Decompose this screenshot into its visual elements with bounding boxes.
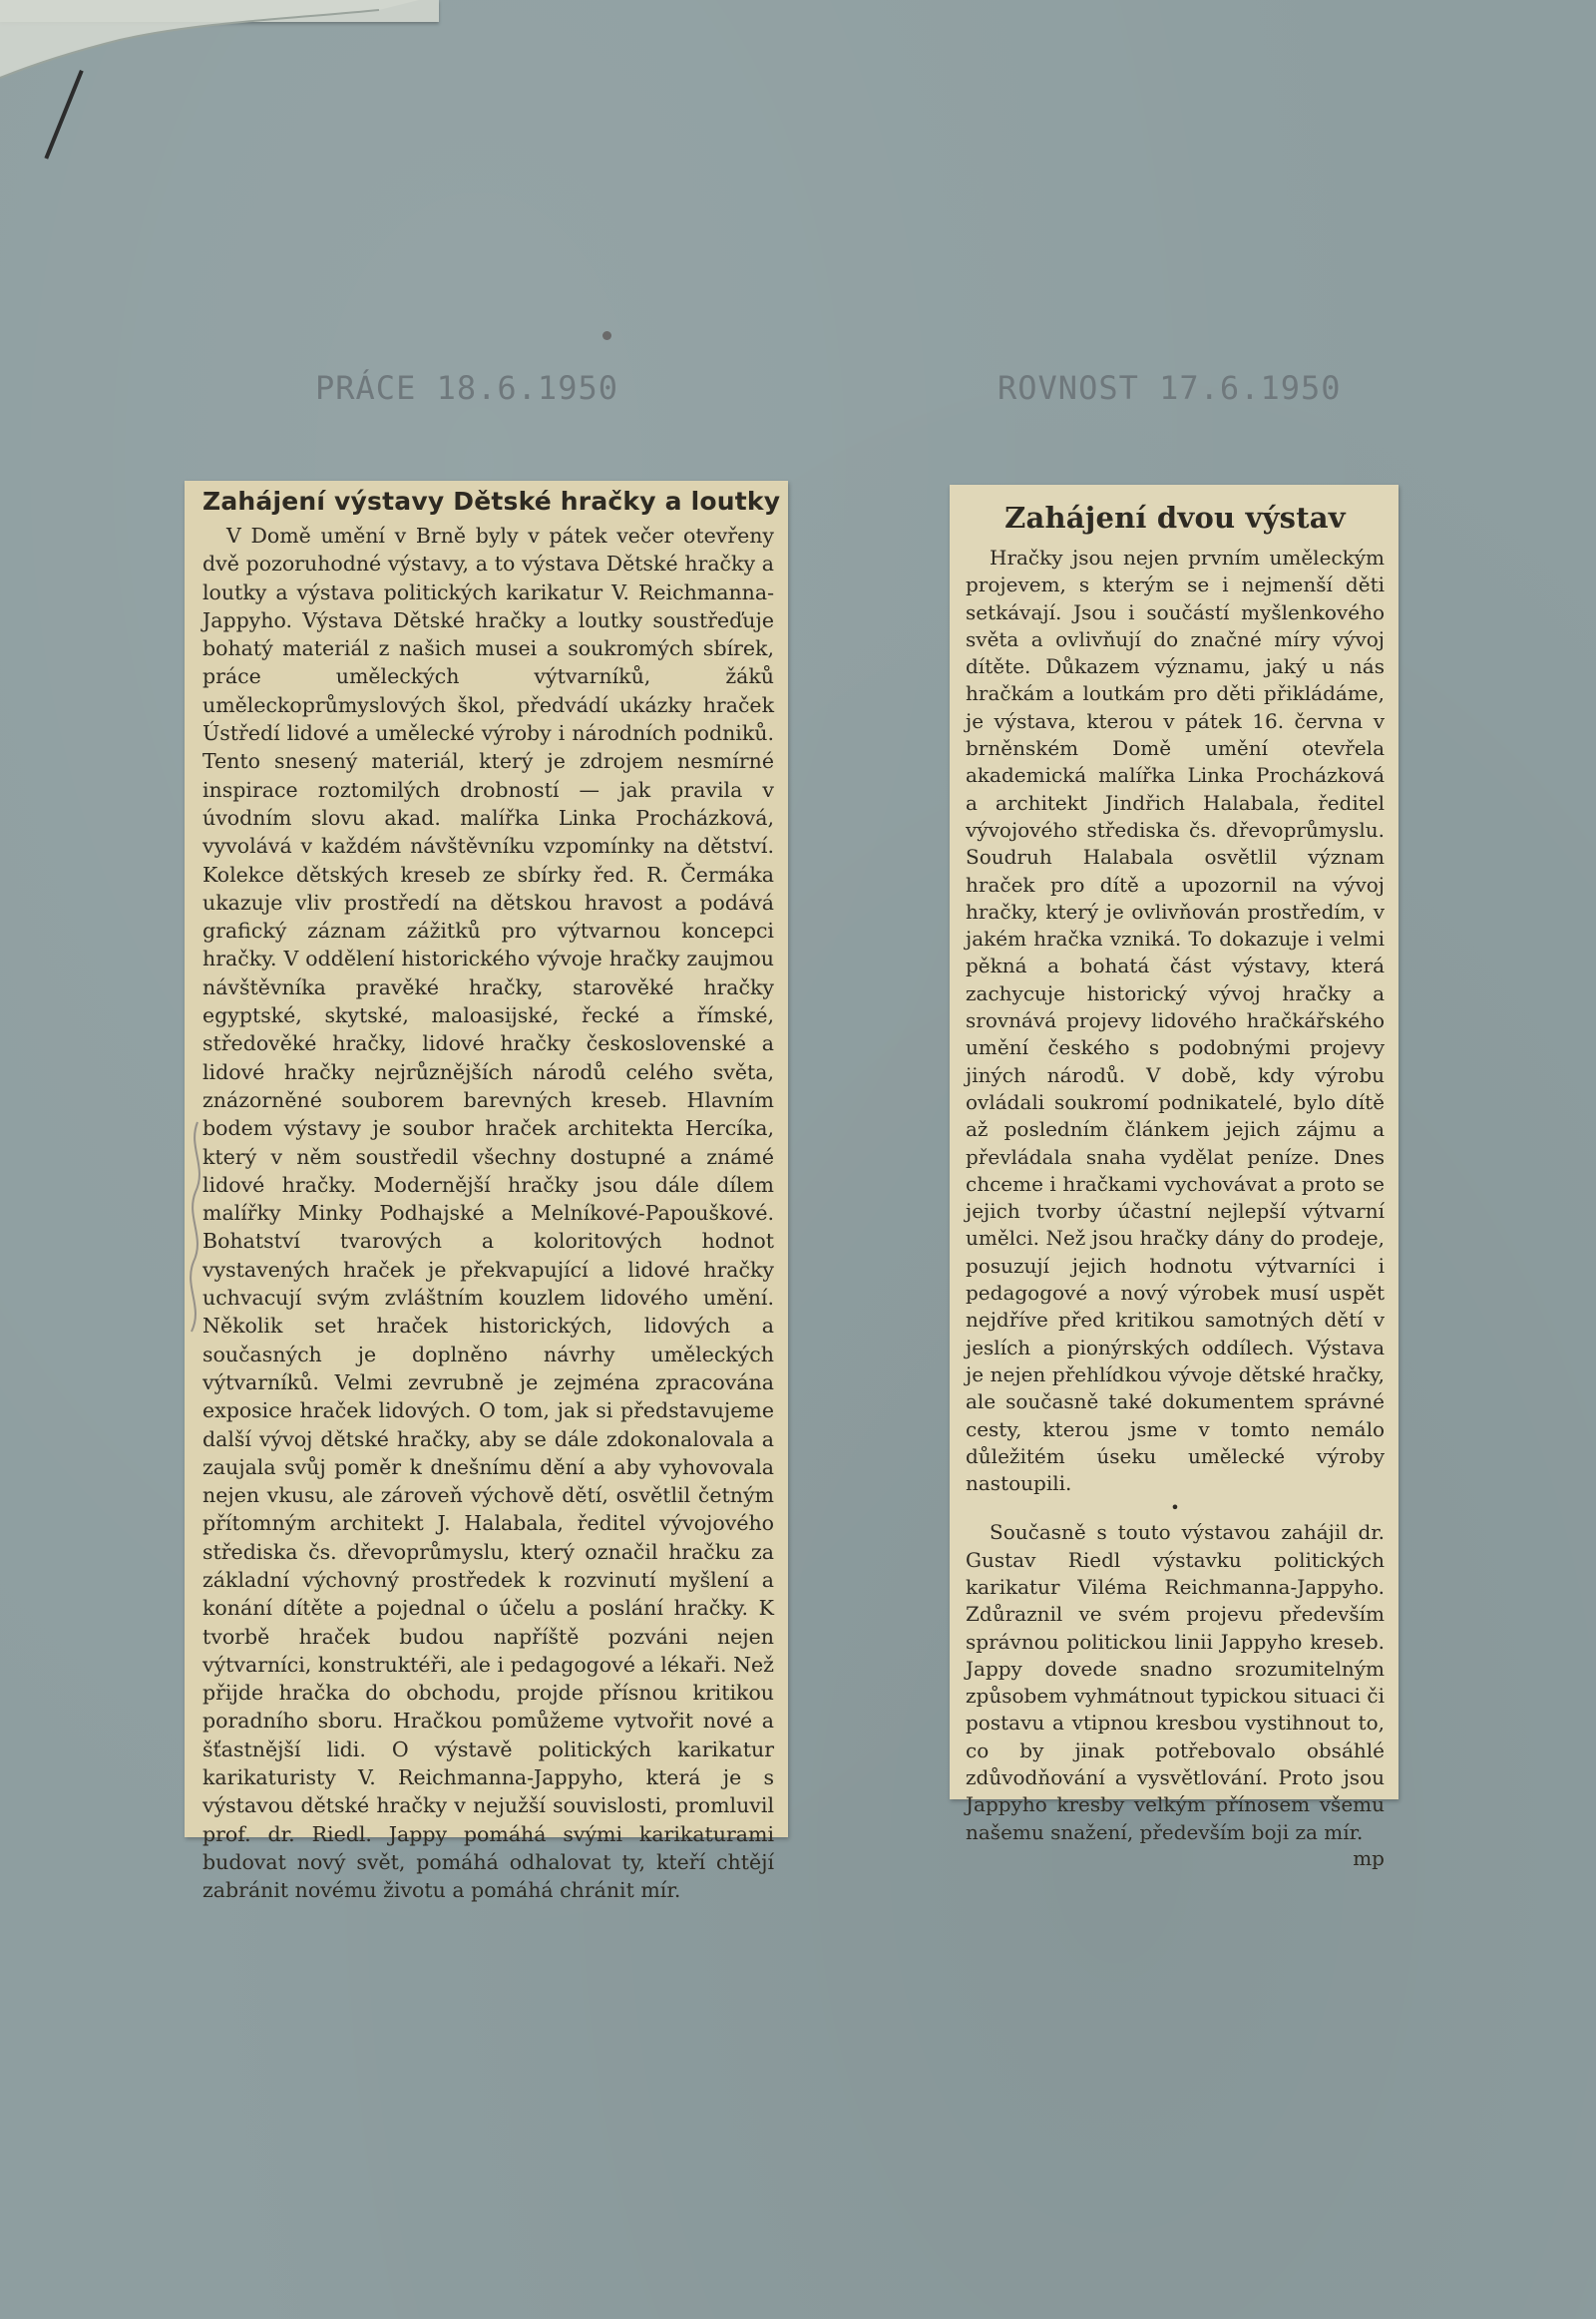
dot-mark bbox=[602, 331, 611, 340]
left-newspaper-clipping bbox=[185, 481, 788, 1903]
torn-paper-corner bbox=[0, 0, 419, 80]
article-separator: • bbox=[1170, 1498, 1180, 1518]
right-article-body-2: Současně s touto výstavou zahájil dr. Gustav Riedl výstavku politických karikatur Viléma Reichmanna-Jappyho. Zdůraznil ve svém projevu především správnou politickou linii Jappyho kreseb. Jappy dovede snadno srozumitelným způsobem vyhmátnout typickou situaci či postavu a vtipnou kresbou vystihnout to, co by jinak potřebovalo obsáhlé zdůvodňování a vysvětlování. Proto jsou Jappyho kresby velkým přínosem všemu našemu snažení, především boji za mír. bbox=[966, 1520, 1385, 1844]
right-newspaper-clipping bbox=[950, 485, 1398, 1870]
pencil-annotation bbox=[178, 1117, 217, 1337]
left-article-body: V Domě umění v Brně byly v pátek večer otevřeny dvě pozoruhodné výstavy, a to výstava Dětské hračky a loutky a výstava politických karikatur V. Reichmanna-Jappyho. Výstava Dětské hračky a loutky soustřeďuje bohatý materiál z našich musei a soukromých sbírek, práce uměleckých výtvarníků, žáků uměleckoprůmyslových škol, předvádí ukázky hraček Ústředí lidové a umělecké výroby i národních podniků. Tento snesený materiál, který je zdrojem nesmírné inspirace roztomilých drobností — jak pravila v úvodním slovu akad. malířka Linka Procházková, vyvolává v každém návštěvníku vzpomínky na dětství. Kolekce dětských kreseb ze sbírky řed. R. Čermáka ukazuje vliv prostředí na dětskou hravost a podává grafický záznam zážitků pro výtvarnou koncepci hračky. V oddělení historického vývoje hračky zaujmou návštěvníka pravěké hračky, starověké hračky egyptské, skytské, maloasijské, řecké a římské, středověké hračky, lidové hračky československé a lidové hračky nejrůznějších národů celého světa, znázorněné souborem barevných kreseb. Hlavním bodem výstavy je soubor hraček architekta Hercíka, který v něm soustředil všechny dostupné a známé lidové hračky. Modernější hračky jsou dále dílem malířky Minky Podhajské a Melníkové-Papouškové. Bohatství tvarových a koloritových hodnot vystavených hraček je překvapující a lidové hračky uchvacují svým zvláštním kouzlem lidového umění. Několik set hraček historických, lidových a současných je doplněno návrhy uměleckých výtvarníků. Velmi zevrubně je zejména zpracována exposice hraček lidových. O tom, jak si představujeme další vývoj dětské hračky, aby se dále zdokonalovala a zaujala svůj poměr k dnešnímu dění a aby vyhovovala nejen vkusu, ale zároveň výchově dětí, osvětlil četným přítomným architekt J. Halabala, ředitel vývojového střediska čs. dřevoprůmyslu, který označil hračku za základní výchovný prostředek k rozvinutí myšlení a konání dítěte a pojednal o účelu a poslání hračky. K tvorbě hraček budou napříště pozváni nejen výtvarníci, konstruktéři, ale i pedagogové a lékaři. Než přijde hračka do obchodu, projde přísnou kritikou poradního sboru. Hračkou pomůžeme vytvořit nové a šťastnější lidi. O výstavě politických karikatur karikaturisty V. Reichmanna-Jappyho, která je s výstavou dětské hračky v nejužší souvislosti, promluvil prof. dr. Riedl. Jappy pomáhá svými karikaturami budovat nový svět, pomáhá odhalovat ty, kteří chtějí zabránit novému životu a pomáhá chránit mír. bbox=[202, 524, 774, 1903]
right-article-title: Zahájení dvou výstav bbox=[1004, 501, 1346, 535]
left-article-title: Zahájení výstavy Dětské hračky a loutky bbox=[202, 487, 781, 516]
left-source-label: PRÁCE 18.6.1950 bbox=[315, 369, 618, 407]
author-signature: mp bbox=[1353, 1845, 1385, 1870]
right-article-body-1: Hračky jsou nejen prvním uměleckým projevem, s kterým se i nejmenší děti setkávají. Jsou i součástí myšlenkového světa a ovlivňují do značné míry vývoj dítěte. Důkazem významu, jaký u nás hračkám a loutkám pro děti přikládáme, je výstava, kterou v pátek 16. června v brněnském Domě umění otevřela akademická malířka Linka Procházková a architekt Jindřich Halabala, ředitel vývojového střediska čs. dřevoprůmyslu. Soudruh Halabala osvětlil význam hraček pro dítě a upozornil na vývoj hračky, který je ovlivňován prostředím, v jakém hračka vzniká. To dokazuje i velmi pěkná a bohatá část výstavy, která zachycuje historický vývoj hračky a srovnává projevy lidového hračkářského umění českého s podobnými projevy jiných národů. V době, kdy výrobu ovládali soukromí podnikatelé, bylo dítě až posledním článkem jejich zájmu a převládala snaha vydělat peníze. Dnes chceme i hračkami vychovávat a proto se jejich tvorby účastní nejlepší výtvarní umělci. Než jsou hračky dány do prodeje, posuzují jejich hodnotu výtvarníci i pedagogové a nový výrobek musí uspět nejdříve před kritikou samotných dětí v jeslích a pionýrských oddílech. Výstava je nejen přehlídkou vývoje dětské hračky, ale současně také dokumentem správné cesty, kterou jsme v tomto nemálo důležitém úseku umělecké výroby nastoupili. bbox=[966, 546, 1385, 1496]
pin-mark bbox=[44, 70, 83, 160]
right-source-label: ROVNOST 17.6.1950 bbox=[998, 369, 1342, 407]
